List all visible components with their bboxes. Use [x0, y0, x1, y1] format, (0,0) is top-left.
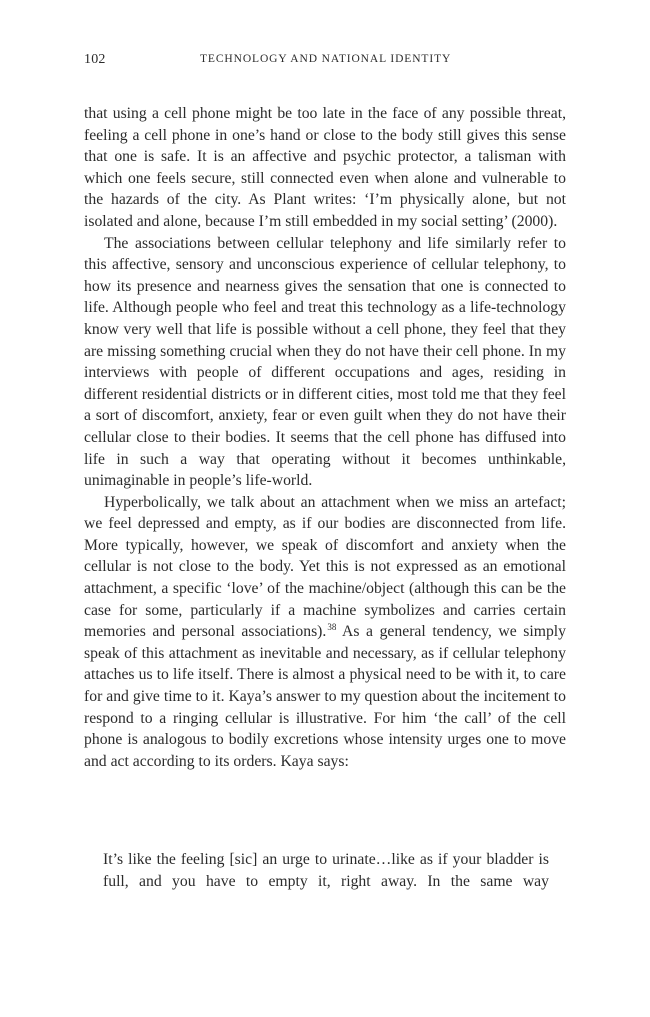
block-quote-text: It’s like the feeling [sic] an urge to urinate…like as if your bladder is full, and you have to empty it, right away. In the same way	[103, 851, 549, 890]
paragraph-1: that using a cell phone might be too late in the face of any possible threat, feeling a cell phone in one’s hand or close to the body still gives this sense that one is safe. It is an affective and psychic protector, a talisman with which one feels secure, still connected even when alone and vulnerable to the hazards of the city. As Plant writes: ‘I’m physically alone, but not isolated and alone, because I’m still embedded in my social setting’ (2000).	[84, 105, 566, 230]
running-head: TECHNOLOGY AND NATIONAL IDENTITY	[200, 53, 452, 65]
paragraph-3-text-after-note: As a general tendency, we simply speak of this attachment as inevitable and necessary, as if cellular telephony attaches us to life itself. There is almost a physical need to be with it, to care for and give time to it. Kaya’s answer to my question about the incitement to respond to a ringing cellular is illustrative. For him ‘the call’ of the cell phone is analogous to bodily excretions whose intensity urges one to move and act according to its orders. Kaya says:	[84, 623, 566, 770]
paragraph-3-text-before-note: Hyperbolically, we talk about an attachment when we miss an artefact; we feel depressed and empty, as if our bodies are disconnected from life. More typically, however, we speak of discomfort and anxiety when the cellular is not close to the body. Yet this is not expressed as an emotional attachment, a specific ‘love’ of the machine/object (although this can be the case for some, particularly if a machine symbolizes and carries certain memories and personal associations).	[84, 493, 566, 641]
paragraph-2: The associations between cellular telephony and life similarly refer to this affective, sensory and unconscious experience of cellular telephony, to how its presence and nearness gives the sensation that one is connected to life. Although people who feel and treat this technology as a life-technology know very well that life is possible without a cell phone, they feel that they are missing something crucial when they do not have their cell phone. In my interviews with people of different occupations and ages, residing in different residential districts or in different cities, most told me that they feel a sort of discomfort, anxiety, fear or even guilt when they do not have their cellular close to their bodies. It seems that the cell phone has diffused into life in such a way that operating without it becomes unthinkable, unimaginable in people’s life-world.	[84, 234, 566, 490]
paragraph-3	[84, 492, 566, 773]
footnote-reference: 38	[327, 622, 337, 633]
page-header	[84, 52, 566, 72]
page-number: 102	[84, 52, 106, 67]
body-text	[84, 103, 566, 772]
block-quote	[103, 849, 549, 893]
